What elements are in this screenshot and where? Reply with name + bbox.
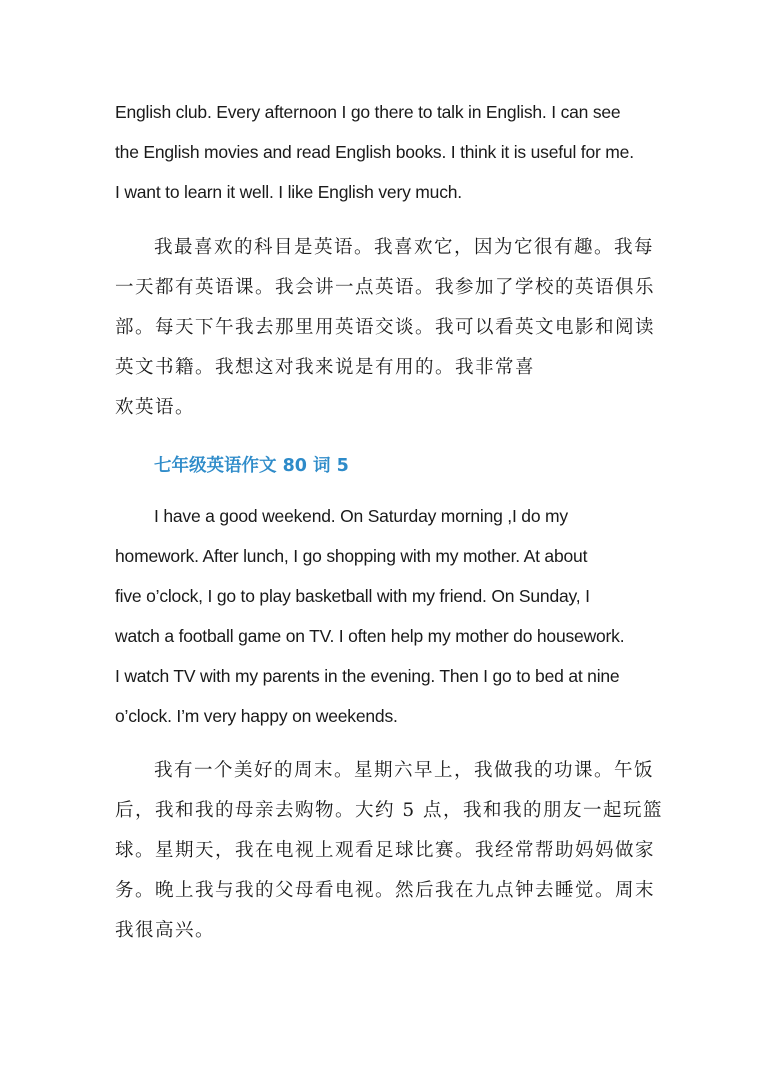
text-line: o’clock. I’m very happy on weekends.: [115, 706, 398, 726]
text-line: 后，我和我的母亲去购物。大约 5 点，我和我的朋友一起玩篮: [115, 800, 664, 821]
section-heading: 七年级英语作文 80 词 5: [154, 456, 349, 476]
text-line: five o’clock, I go to play basketball with my friend. On Sunday, I: [115, 586, 590, 606]
text-line: 我有一个美好的周末。星期六早上，我做我的功课。午饭: [154, 760, 655, 781]
text-line: I want to learn it well. I like English very much.: [115, 182, 462, 202]
text-line: homework. After lunch, I go shopping with my mother. At about: [115, 546, 588, 566]
text-line: 一天都有英语课。我会讲一点英语。我参加了学校的英语俱乐: [115, 277, 656, 298]
text-line: 部。每天下午我去那里用英语交谈。我可以看英文电影和阅读: [115, 317, 656, 338]
text-line: I have a good weekend. On Saturday morning ,I do my: [154, 506, 568, 526]
text-line: 球。星期天，我在电视上观看足球比赛。我经常帮助妈妈做家: [115, 840, 656, 861]
text-line: English club. Every afternoon I go there to talk in English. I can see: [115, 102, 621, 122]
text-line: I watch TV with my parents in the evening. Then I go to bed at nine: [115, 666, 620, 686]
text-line: 欢英语。: [115, 397, 196, 418]
text-line: 英文书籍。我想这对我来说是有用的。我非常喜: [115, 357, 536, 378]
text-line: the English movies and read English books. I think it is useful for me.: [115, 142, 634, 162]
text-line: 我最喜欢的科目是英语。我喜欢它，因为它很有趣。我每: [154, 237, 655, 258]
text-line: watch a football game on TV. I often help my mother do housework.: [115, 626, 625, 646]
text-line: 务。晚上我与我的父母看电视。然后我在九点钟去睡觉。周末: [115, 880, 656, 901]
text-line: 我很高兴。: [115, 920, 216, 941]
